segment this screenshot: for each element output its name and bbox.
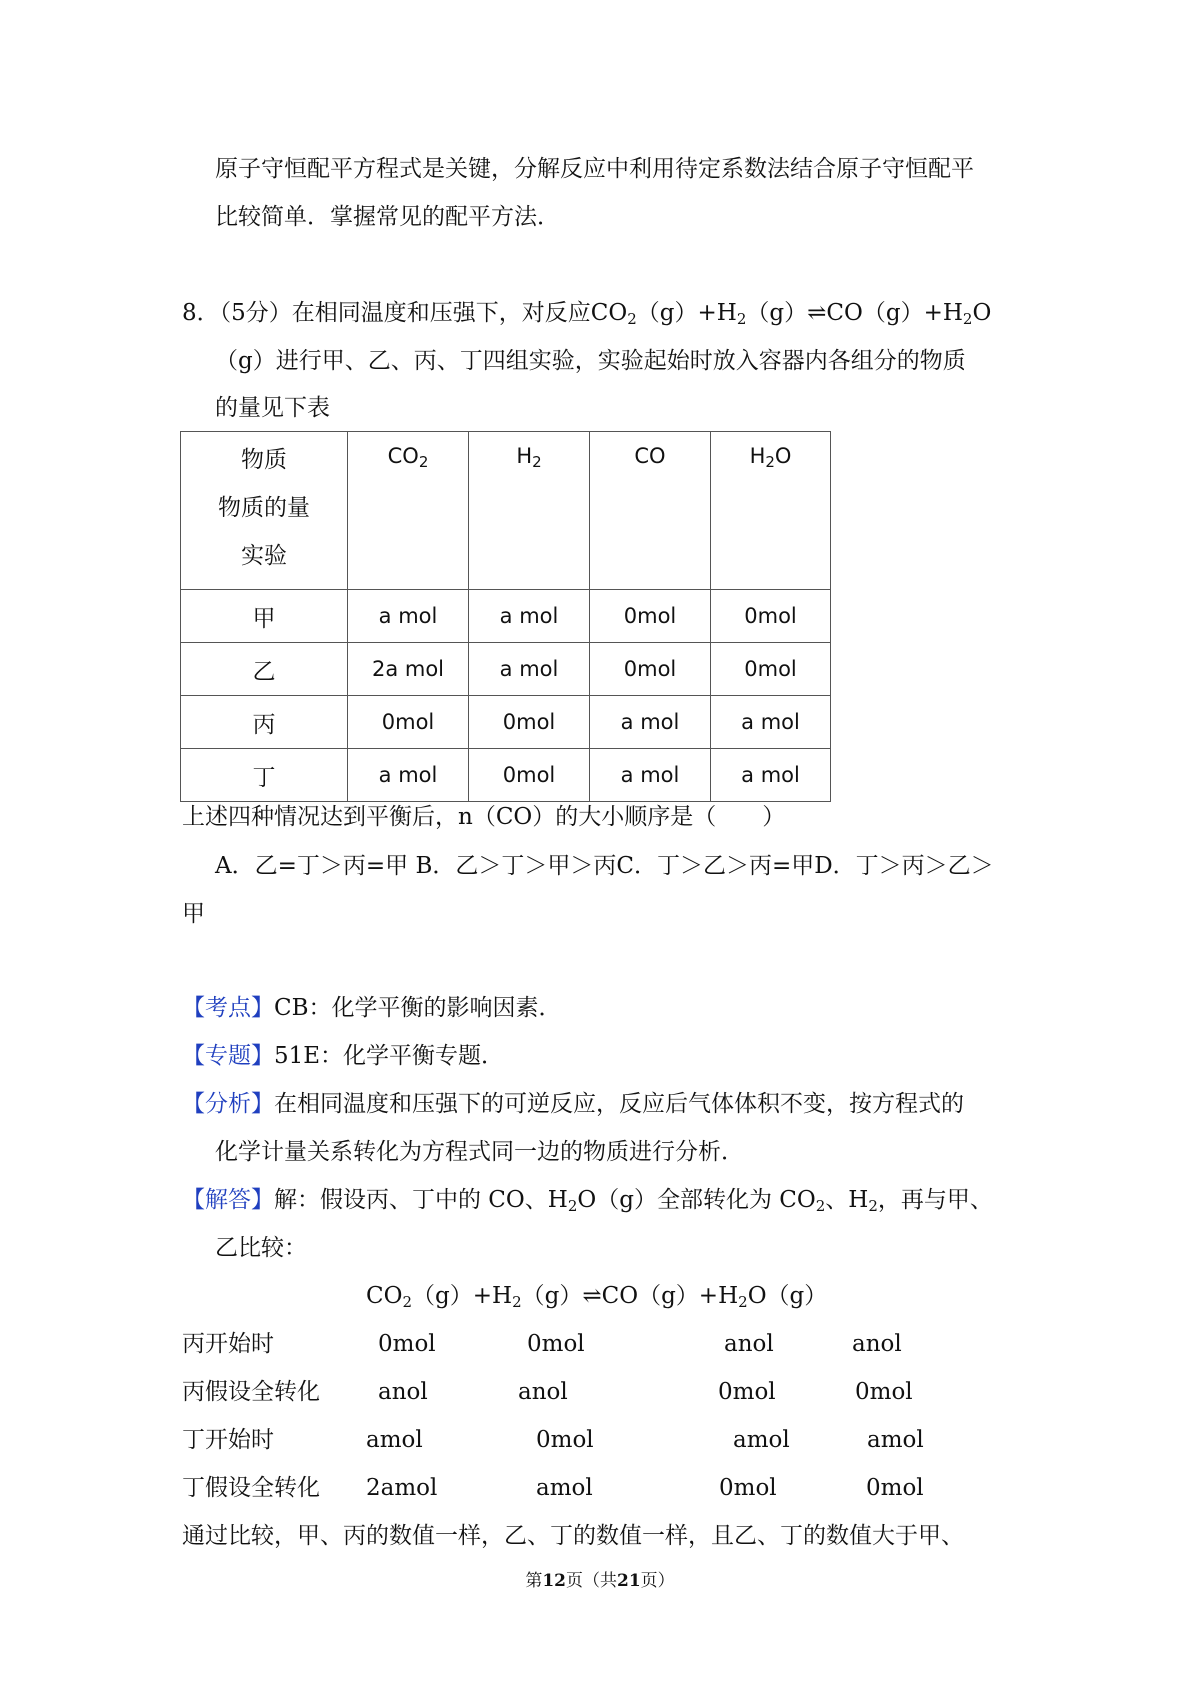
calc-value: 0mol <box>719 1475 777 1501</box>
table-cell: a mol <box>590 696 711 749</box>
table-cell: a mol <box>590 749 711 802</box>
calc-row <box>182 1377 320 1407</box>
total-pages: 21 <box>617 1571 641 1591</box>
question-score: （5分） <box>219 300 292 326</box>
question-line-2: （g）进行甲、乙、丙、丁四组实验，实验起始时放入容器内各组分的物质 <box>215 348 966 374</box>
table-row <box>181 749 831 802</box>
calc-row-label: 丁开始时 <box>182 1427 274 1453</box>
intro-line-2: 比较简单．掌握常见的配平方法． <box>215 204 560 230</box>
zhuanti-text: 51E：化学平衡专题． <box>274 1043 505 1069</box>
row-label: 丁 <box>181 749 348 802</box>
corner-label: 实验 <box>241 543 287 569</box>
calc-row-label: 丁假设全转化 <box>182 1475 320 1501</box>
column-header-co2: $CO_2$ <box>348 432 469 590</box>
table-cell: 0mol <box>590 590 711 643</box>
page-footer <box>0 1566 1200 1591</box>
jieda-text-a: 解：假设丙、丁中的 CO、H <box>274 1187 568 1213</box>
question-text: 在相同温度和压强下，对反应 <box>291 300 591 326</box>
row-label: 乙 <box>181 643 348 696</box>
calc-value: 0mol <box>536 1427 594 1453</box>
conclusion-line: 通过比较，甲、丙的数值一样，乙、丁的数值一样，且乙、丁的数值大于甲、 <box>182 1523 964 1549</box>
answer-options-tail: 甲 <box>182 901 205 927</box>
row-label: 丙 <box>181 696 348 749</box>
table-corner-cell <box>181 432 348 590</box>
question-stem: 上述四种情况达到平衡后，n（CO）的大小顺序是（ ） <box>182 804 786 830</box>
calc-row <box>182 1425 274 1455</box>
table-cell: 0mol <box>348 696 469 749</box>
calc-row <box>182 1329 274 1359</box>
answer-options: A．乙=丁＞丙=甲 B．乙＞丁＞甲＞丙C．丁＞乙＞丙=甲D．丁＞丙＞乙＞ <box>215 853 994 879</box>
table-cell: 0mol <box>469 696 590 749</box>
table-cell: 0mol <box>590 643 711 696</box>
page-number: 12 <box>542 1571 566 1591</box>
zhuanti-tag: 【专题】 <box>182 1043 274 1069</box>
jieda-text-d: ，再与甲、 <box>877 1187 993 1213</box>
footer-text: 第 <box>525 1571 543 1591</box>
calc-row-label: 丙开始时 <box>182 1331 274 1357</box>
table-cell: a mol <box>711 749 831 802</box>
table-cell: 0mol <box>469 749 590 802</box>
fenxi-tag: 【分析】 <box>182 1091 274 1117</box>
calc-value: amol <box>867 1427 924 1453</box>
kaodian-text: CB：化学平衡的影响因素． <box>274 995 562 1021</box>
corner-label: 物质的量 <box>218 495 310 521</box>
calc-row-label: 丙假设全转化 <box>182 1379 320 1405</box>
question-line-3: 的量见下表 <box>215 395 330 421</box>
calc-value: amol <box>536 1475 593 1501</box>
calc-value: amol <box>733 1427 790 1453</box>
jieda-text-c: 、H <box>825 1187 869 1213</box>
column-header-co: CO <box>590 432 711 590</box>
jieda-text-b: O（g）全部转化为 CO <box>577 1187 816 1213</box>
table-cell: 0mol <box>711 643 831 696</box>
table-cell: a mol <box>348 749 469 802</box>
intro-line-1: 原子守恒配平方程式是关键，分解反应中利用待定系数法结合原子守恒配平 <box>215 156 974 182</box>
table-cell: a mol <box>469 643 590 696</box>
calc-value: 0mol <box>378 1331 436 1357</box>
question-number: 8． <box>182 300 220 326</box>
row-label: 甲 <box>181 590 348 643</box>
jieda-line-1: 【解答】解：假设丙、丁中的 CO、$H_2O(g)$全部转化为 $CO_2$、$H_2$，再与甲、 <box>182 1187 993 1215</box>
calc-value: anol <box>518 1379 568 1405</box>
calc-value: 0mol <box>527 1331 585 1357</box>
footer-text: 页（共 <box>566 1571 617 1591</box>
calc-value: 0mol <box>855 1379 913 1405</box>
calc-value: amol <box>366 1427 423 1453</box>
column-header-h2: $H_2$ <box>469 432 590 590</box>
table-header-row <box>181 432 831 590</box>
jieda-tag: 【解答】 <box>182 1187 274 1213</box>
calc-value: anol <box>724 1331 774 1357</box>
calc-value: 0mol <box>866 1475 924 1501</box>
fenxi-line-1 <box>182 1089 964 1119</box>
table-row <box>181 696 831 749</box>
fenxi-line-2: 化学计量关系转化为方程式同一边的物质进行分析． <box>215 1139 744 1165</box>
experiment-table <box>180 431 831 802</box>
calc-value: 2amol <box>366 1475 438 1501</box>
table-cell: 2a mol <box>348 643 469 696</box>
kaodian-tag: 【考点】 <box>182 995 274 1021</box>
table-cell: a mol <box>348 590 469 643</box>
calc-value: 0mol <box>718 1379 776 1405</box>
table-cell: a mol <box>711 696 831 749</box>
kaodian-line <box>182 993 562 1023</box>
question-line-1 <box>182 298 991 328</box>
column-header-h2o: $H_2O$ <box>711 432 831 590</box>
calc-row <box>182 1473 320 1503</box>
calc-value: anol <box>378 1379 428 1405</box>
fenxi-text: 在相同温度和压强下的可逆反应，反应后气体体积不变，按方程式的 <box>274 1091 964 1117</box>
jieda-line-2: 乙比较： <box>215 1235 307 1261</box>
footer-text: 页） <box>640 1571 675 1591</box>
equation-line: $CO_2(g)+H_2(g)\rightleftharpoons CO(g)+H_2O(g)$ <box>366 1283 828 1311</box>
calc-value: anol <box>852 1331 902 1357</box>
table-cell: 0mol <box>711 590 831 643</box>
zhuanti-line <box>182 1041 504 1071</box>
table-row <box>181 590 831 643</box>
reaction-equation: $CO_2(g)+H_2(g)\rightleftharpoons CO(g)+H_2O$ <box>590 300 992 328</box>
corner-label: 物质 <box>241 447 287 473</box>
table-row <box>181 643 831 696</box>
table-cell: a mol <box>469 590 590 643</box>
